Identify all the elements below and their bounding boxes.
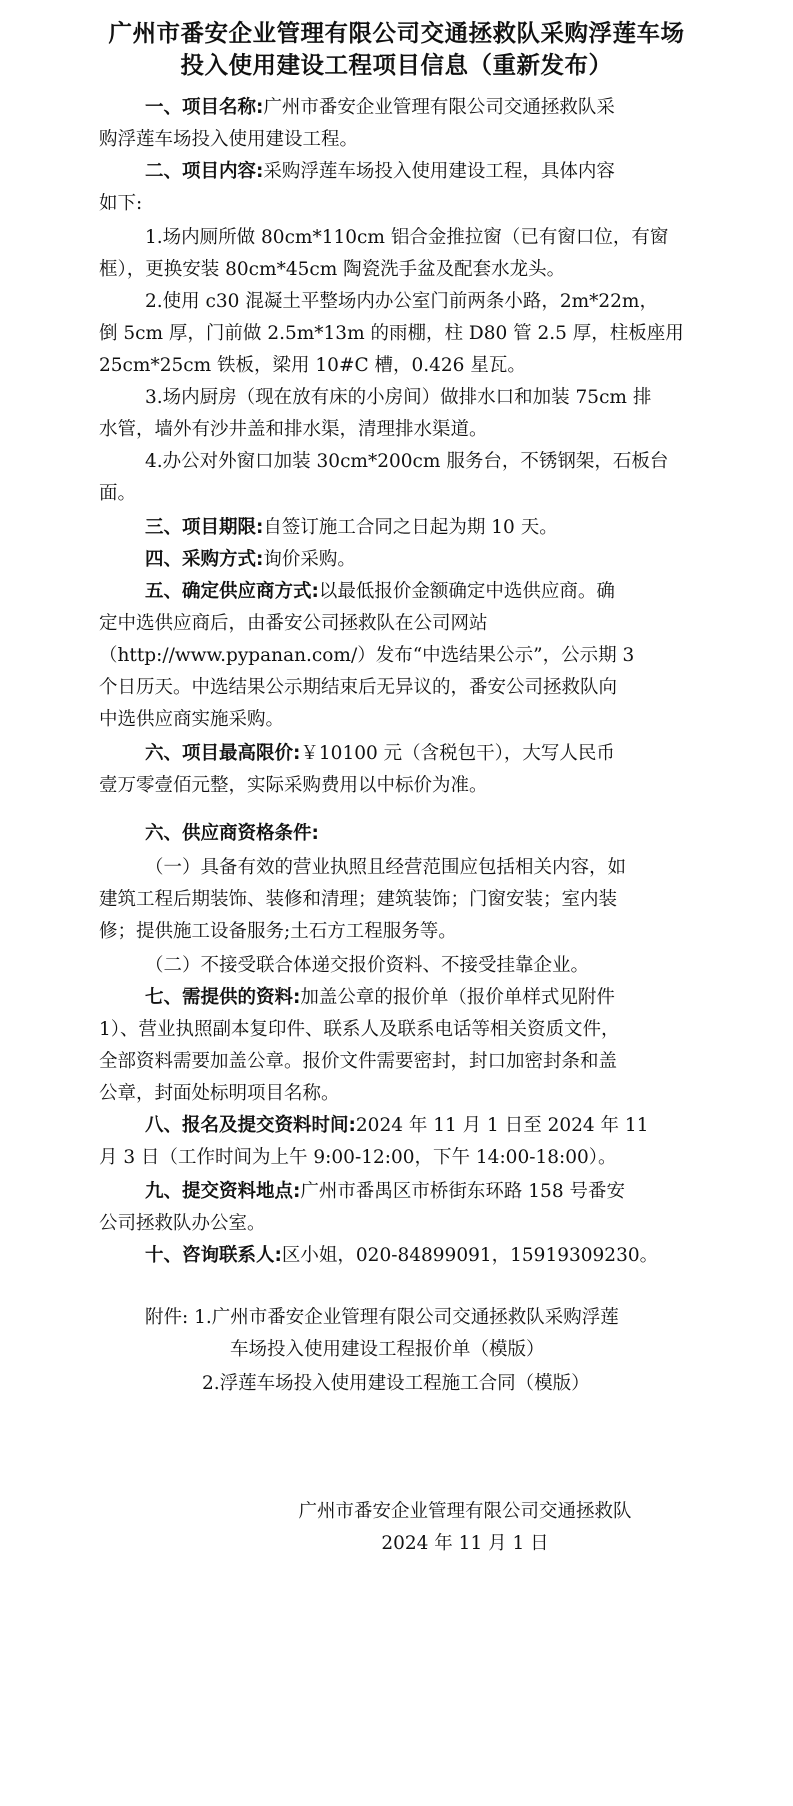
section-label: 八、报名及提交资料时间: <box>145 1115 356 1136</box>
attachments-label: 附件: <box>145 1307 189 1328</box>
qualification-item-1-cont: 建筑工程后期装饰、装修和清理；建筑装饰；门窗安装；室内装 <box>99 889 618 910</box>
section-label: 九、提交资料地点: <box>145 1181 301 1202</box>
section-text: ￥10100 元（含税包干），大写人民币 <box>300 743 615 764</box>
section-text-line: 公司拯救队办公室。 <box>99 1213 266 1234</box>
content-item-4: 4.办公对外窗口加装 30cm*200cm 服务台，不锈钢架，石板台 <box>145 451 669 472</box>
section-label: 十、咨询联系人: <box>145 1245 282 1266</box>
qualification-item-2: （二）不接受联合体递交报价资料、不接受挂靠企业。 <box>145 955 590 976</box>
section-project-name <box>145 96 615 120</box>
attachment-1-cont: 车场投入使用建设工程报价单（模版） <box>230 1339 545 1360</box>
content-item-3: 3.场内厨房（现在放有床的小房间）做排水口和加装 75cm 排 <box>145 387 652 408</box>
section-text-line: 1）、营业执照副本复印件、联系人及联系电话等相关资质文件， <box>99 1019 620 1040</box>
page-title-line2: 投入使用建设工程项目信息（重新发布） <box>180 51 613 79</box>
section-project-period <box>145 516 558 540</box>
content-item-2-cont: 25cm*25cm 铁板，梁用 10#C 槽，0.426 星瓦。 <box>99 355 526 376</box>
section-text-line: 中选供应商实施采购。 <box>99 709 285 730</box>
section-label: 五、确定供应商方式: <box>145 581 319 602</box>
content-item-1-cont: 框），更换安装 80cm*45cm 陶瓷洗手盆及配套水龙头。 <box>99 259 566 280</box>
section-text: 广州市番安企业管理有限公司交通拯救队采 <box>263 97 615 118</box>
section-label: 二、项目内容: <box>145 161 264 182</box>
section-text: 以最低报价金额确定中选供应商。确 <box>318 581 615 602</box>
section-supplier-selection <box>145 580 615 604</box>
content-item-1: 1.场内厕所做 80cm*110cm 铝合金推拉窗（已有窗口位，有窗 <box>145 227 669 248</box>
section-text-line: 定中选供应商后，由番安公司拯救队在公司网站 <box>99 613 488 634</box>
section-label: 七、需提供的资料: <box>145 987 301 1008</box>
section-text: 2024 年 11 月 1 日至 2024 年 11 <box>355 1115 649 1136</box>
section-project-content <box>145 160 615 184</box>
section-text: 自签订施工合同之日起为期 10 天。 <box>263 517 558 538</box>
section-text: 询价采购。 <box>263 549 356 570</box>
section-text: 加盖公章的报价单（报价单样式见附件 <box>300 987 615 1008</box>
section-text-line: 如下: <box>99 193 143 214</box>
content-item-3-cont: 水管，墙外有沙井盖和排水渠，清理排水渠道。 <box>99 419 488 440</box>
qualification-item-1: （一）具备有效的营业执照且经营范围应包括相关内容，如 <box>145 857 627 878</box>
section-text-line: 全部资料需要加盖公章。报价文件需要密封，封口加密封条和盖 <box>99 1051 618 1072</box>
section-supplier-qualification <box>145 822 319 846</box>
content-item-4-cont: 面。 <box>99 483 137 504</box>
section-procurement-method <box>145 548 356 572</box>
section-text: 采购浮莲车场投入使用建设工程，具体内容 <box>263 161 615 182</box>
section-text-line: 公章，封面处标明项目名称。 <box>99 1083 340 1104</box>
section-contact <box>145 1244 658 1268</box>
section-required-materials <box>145 986 615 1010</box>
section-label: 一、项目名称: <box>145 97 264 118</box>
section-submission-location <box>145 1180 625 1204</box>
attachments-line1 <box>145 1306 619 1330</box>
signature-organization: 广州市番安企业管理有限公司交通拯救队 <box>298 1501 632 1522</box>
page-title-line1: 广州市番安企业管理有限公司交通拯救队采购浮莲车场 <box>108 19 685 47</box>
section-text: 区小姐，020-84899091，15919309230。 <box>281 1245 659 1266</box>
section-label: 三、项目期限: <box>145 517 264 538</box>
section-text: 广州市番禺区市桥街东环路 158 号番安 <box>300 1181 625 1202</box>
content-item-2: 2.使用 c30 混凝土平整场内办公室门前两条小路，2m*22m， <box>145 291 658 312</box>
qualification-item-1-cont: 修；提供施工设备服务;土石方工程服务等。 <box>99 921 457 942</box>
signature-date: 2024 年 11 月 1 日 <box>381 1533 549 1554</box>
section-max-price <box>145 742 615 766</box>
section-label: 六、供应商资格条件: <box>145 823 319 844</box>
content-item-2-cont: 倒 5cm 厚，门前做 2.5m*13m 的雨棚，柱 D80 管 2.5 厚，柱板座用 <box>99 323 684 344</box>
section-text-line: 壹万零壹佰元整，实际采购费用以中标价为准。 <box>99 775 488 796</box>
section-text-line: 个日历天。中选结果公示期结束后无异议的，番安公司拯救队向 <box>99 677 618 698</box>
section-text-line: （http://www.pypanan.com/）发布“中选结果公示”，公示期 3 <box>99 645 635 666</box>
section-label: 四、采购方式: <box>145 549 264 570</box>
section-label: 六、项目最高限价: <box>145 743 301 764</box>
section-text-line: 购浮莲车场投入使用建设工程。 <box>99 129 359 150</box>
section-submission-time <box>145 1114 648 1138</box>
section-text-line: 月 3 日（工作时间为上午 9:00-12:00，下午 14:00-18:00）。 <box>99 1147 617 1168</box>
attachment-1: 1.广州市番安企业管理有限公司交通拯救队采购浮莲 <box>194 1307 619 1328</box>
attachment-2: 2.浮莲车场投入使用建设工程施工合同（模版） <box>202 1373 590 1394</box>
